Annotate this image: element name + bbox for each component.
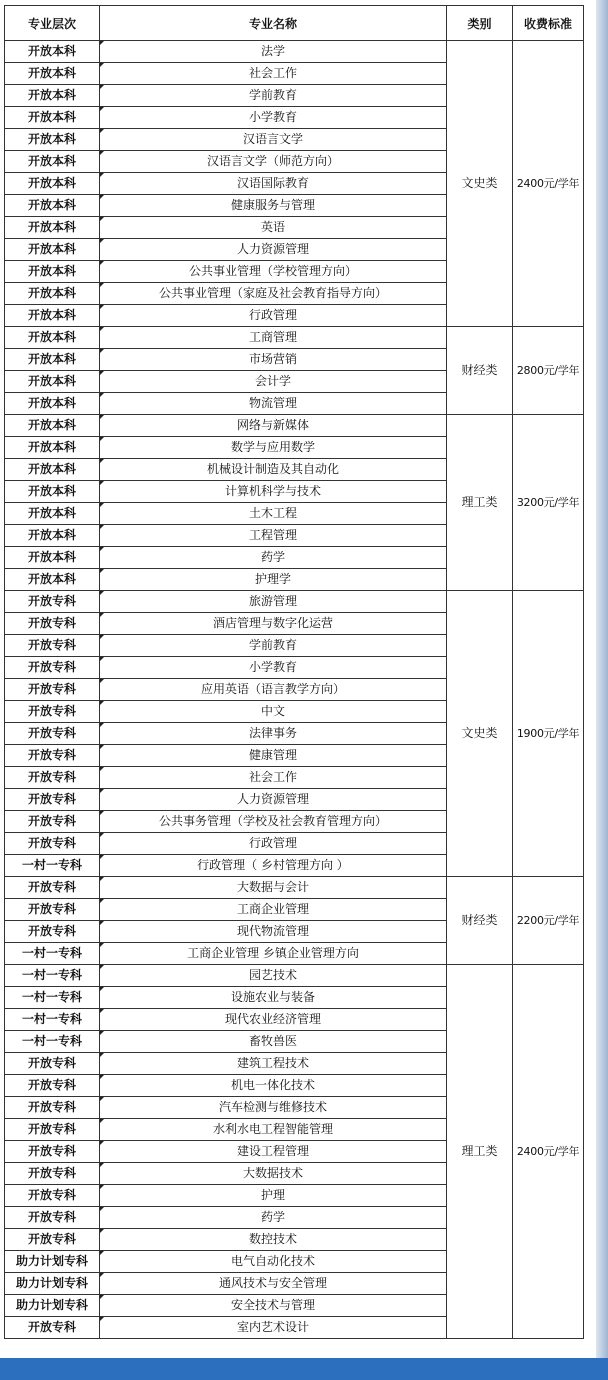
fee-table [4, 5, 584, 1339]
cell-major-name: 机电一体化技术 [100, 1075, 447, 1097]
cell-major-name: 行政管理（ 乡村管理方向 ） [100, 855, 447, 877]
cell-level: 开放本科 [5, 283, 100, 305]
cell-major-name: 电气自动化技术 [100, 1251, 447, 1273]
cell-major-name: 水利水电工程智能管理 [100, 1119, 447, 1141]
cell-major-name: 社会工作 [100, 63, 447, 85]
cell-major-name: 大数据与会计 [100, 877, 447, 899]
cell-category: 文史类 [447, 591, 513, 877]
cell-major-name: 公共事业管理（家庭及社会教育指导方向） [100, 283, 447, 305]
cell-level: 开放本科 [5, 217, 100, 239]
cell-major-name: 会计学 [100, 371, 447, 393]
cell-level: 开放本科 [5, 239, 100, 261]
cell-level: 开放本科 [5, 305, 100, 327]
cell-major-name: 健康管理 [100, 745, 447, 767]
header-major-name: 专业名称 [100, 6, 447, 41]
cell-level: 开放专科 [5, 1119, 100, 1141]
cell-level: 开放本科 [5, 349, 100, 371]
cell-major-name: 行政管理 [100, 833, 447, 855]
cell-level: 开放本科 [5, 415, 100, 437]
table-body [5, 41, 584, 1339]
cell-level: 开放专科 [5, 701, 100, 723]
cell-major-name: 机械设计制造及其自动化 [100, 459, 447, 481]
cell-level: 开放本科 [5, 569, 100, 591]
cell-major-name: 现代物流管理 [100, 921, 447, 943]
cell-major-name: 数控技术 [100, 1229, 447, 1251]
cell-level: 开放本科 [5, 327, 100, 349]
cell-major-name: 大数据技术 [100, 1163, 447, 1185]
cell-major-name: 健康服务与管理 [100, 195, 447, 217]
cell-major-name: 法律事务 [100, 723, 447, 745]
right-decorative-strip [596, 0, 608, 1358]
cell-major-name: 旅游管理 [100, 591, 447, 613]
table-row [5, 591, 584, 613]
cell-major-name: 应用英语（语言教学方向） [100, 679, 447, 701]
cell-level: 开放本科 [5, 371, 100, 393]
cell-major-name: 药学 [100, 547, 447, 569]
cell-level: 开放专科 [5, 591, 100, 613]
cell-level: 开放专科 [5, 1141, 100, 1163]
cell-level: 开放专科 [5, 635, 100, 657]
table-row [5, 877, 584, 899]
cell-major-name: 公共事务管理（学校及社会教育管理方向） [100, 811, 447, 833]
cell-major-name: 设施农业与装备 [100, 987, 447, 1009]
cell-level: 开放专科 [5, 657, 100, 679]
cell-level: 一村一专科 [5, 1031, 100, 1053]
cell-level: 开放专科 [5, 877, 100, 899]
header-category: 类别 [447, 6, 513, 41]
cell-category: 财经类 [447, 877, 513, 965]
bottom-banner-bar [0, 1358, 608, 1380]
cell-fee: 1900元/学年 [513, 591, 584, 877]
cell-level: 助力计划专科 [5, 1273, 100, 1295]
cell-major-name: 汉语国际教育 [100, 173, 447, 195]
cell-fee: 2400元/学年 [513, 965, 584, 1339]
cell-level: 开放本科 [5, 393, 100, 415]
cell-fee: 2200元/学年 [513, 877, 584, 965]
cell-major-name: 物流管理 [100, 393, 447, 415]
cell-level: 开放专科 [5, 1207, 100, 1229]
cell-level: 开放专科 [5, 613, 100, 635]
cell-major-name: 计算机科学与技术 [100, 481, 447, 503]
cell-major-name: 数学与应用数学 [100, 437, 447, 459]
cell-level: 开放专科 [5, 1185, 100, 1207]
cell-major-name: 现代农业经济管理 [100, 1009, 447, 1031]
cell-level: 开放专科 [5, 789, 100, 811]
cell-major-name: 安全技术与管理 [100, 1295, 447, 1317]
cell-major-name: 英语 [100, 217, 447, 239]
table-row [5, 41, 584, 63]
cell-major-name: 建设工程管理 [100, 1141, 447, 1163]
cell-level: 开放本科 [5, 173, 100, 195]
cell-category: 理工类 [447, 965, 513, 1339]
cell-level: 开放专科 [5, 767, 100, 789]
cell-major-name: 行政管理 [100, 305, 447, 327]
cell-level: 开放本科 [5, 107, 100, 129]
table-header-row [5, 6, 584, 41]
cell-major-name: 护理学 [100, 569, 447, 591]
cell-major-name: 学前教育 [100, 635, 447, 657]
cell-level: 一村一专科 [5, 855, 100, 877]
cell-major-name: 人力资源管理 [100, 239, 447, 261]
cell-level: 开放专科 [5, 811, 100, 833]
cell-major-name: 小学教育 [100, 107, 447, 129]
cell-major-name: 工程管理 [100, 525, 447, 547]
cell-level: 开放本科 [5, 525, 100, 547]
cell-major-name: 室内艺术设计 [100, 1317, 447, 1339]
cell-major-name: 公共事业管理（学校管理方向） [100, 261, 447, 283]
cell-category: 理工类 [447, 415, 513, 591]
cell-level: 开放专科 [5, 1075, 100, 1097]
cell-major-name: 药学 [100, 1207, 447, 1229]
cell-major-name: 小学教育 [100, 657, 447, 679]
cell-level: 开放专科 [5, 921, 100, 943]
cell-major-name: 学前教育 [100, 85, 447, 107]
header-level: 专业层次 [5, 6, 100, 41]
cell-level: 开放本科 [5, 261, 100, 283]
cell-level: 开放专科 [5, 1229, 100, 1251]
cell-level: 开放专科 [5, 899, 100, 921]
cell-level: 开放专科 [5, 723, 100, 745]
cell-level: 开放专科 [5, 833, 100, 855]
cell-level: 开放本科 [5, 437, 100, 459]
cell-major-name: 法学 [100, 41, 447, 63]
cell-major-name: 畜牧兽医 [100, 1031, 447, 1053]
cell-level: 开放本科 [5, 151, 100, 173]
cell-major-name: 社会工作 [100, 767, 447, 789]
cell-major-name: 人力资源管理 [100, 789, 447, 811]
cell-major-name: 汽车检测与维修技术 [100, 1097, 447, 1119]
cell-level: 开放专科 [5, 1097, 100, 1119]
cell-major-name: 土木工程 [100, 503, 447, 525]
cell-fee: 3200元/学年 [513, 415, 584, 591]
cell-level: 开放专科 [5, 1053, 100, 1075]
cell-major-name: 汉语言文学（师范方向） [100, 151, 447, 173]
cell-level: 一村一专科 [5, 987, 100, 1009]
cell-level: 开放专科 [5, 1317, 100, 1339]
cell-major-name: 通风技术与安全管理 [100, 1273, 447, 1295]
cell-major-name: 市场营销 [100, 349, 447, 371]
cell-level: 一村一专科 [5, 1009, 100, 1031]
cell-level: 开放专科 [5, 745, 100, 767]
cell-level: 开放本科 [5, 459, 100, 481]
cell-level: 开放专科 [5, 679, 100, 701]
cell-major-name: 汉语言文学 [100, 129, 447, 151]
cell-level: 助力计划专科 [5, 1251, 100, 1273]
cell-major-name: 建筑工程技术 [100, 1053, 447, 1075]
table-row [5, 415, 584, 437]
cell-category: 文史类 [447, 41, 513, 327]
cell-major-name: 园艺技术 [100, 965, 447, 987]
cell-category: 财经类 [447, 327, 513, 415]
cell-level: 助力计划专科 [5, 1295, 100, 1317]
cell-major-name: 酒店管理与数字化运营 [100, 613, 447, 635]
cell-level: 开放本科 [5, 85, 100, 107]
cell-level: 开放本科 [5, 547, 100, 569]
cell-level: 一村一专科 [5, 965, 100, 987]
cell-level: 开放本科 [5, 503, 100, 525]
cell-major-name: 网络与新媒体 [100, 415, 447, 437]
table-row [5, 965, 584, 987]
cell-level: 开放本科 [5, 41, 100, 63]
cell-level: 开放专科 [5, 1163, 100, 1185]
cell-level: 开放本科 [5, 195, 100, 217]
cell-major-name: 护理 [100, 1185, 447, 1207]
cell-major-name: 中文 [100, 701, 447, 723]
cell-major-name: 工商企业管理 [100, 899, 447, 921]
header-fee: 收费标准 [513, 6, 584, 41]
cell-level: 开放本科 [5, 129, 100, 151]
cell-fee: 2800元/学年 [513, 327, 584, 415]
cell-major-name: 工商企业管理 乡镇企业管理方向 [100, 943, 447, 965]
cell-level: 一村一专科 [5, 943, 100, 965]
cell-major-name: 工商管理 [100, 327, 447, 349]
table-row [5, 327, 584, 349]
cell-level: 开放本科 [5, 481, 100, 503]
cell-fee: 2400元/学年 [513, 41, 584, 327]
cell-level: 开放本科 [5, 63, 100, 85]
